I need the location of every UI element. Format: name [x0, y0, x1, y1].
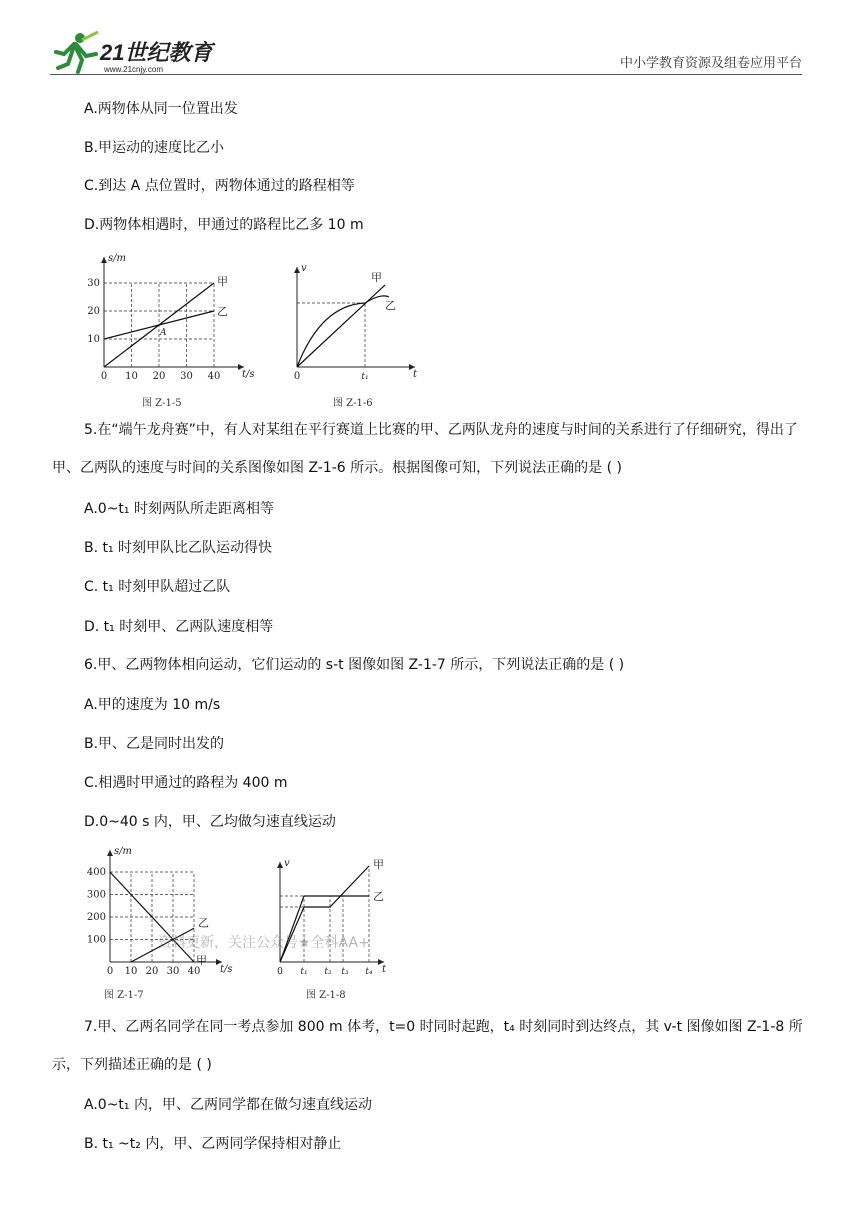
q6-option-b: B.甲、乙是同时出发的 — [84, 736, 225, 752]
z17-y-tick: 400 — [86, 867, 106, 878]
figure-z-1-5 — [84, 250, 254, 385]
z15-y-arrow — [101, 257, 107, 263]
z18-x-tick: t₄ — [365, 967, 373, 977]
q6-option-c: C.相遇时甲通过的路程为 400 m — [84, 775, 288, 791]
q5-option-d: D. t₁ 时刻甲、乙两队速度相等 — [84, 619, 274, 635]
z17-x-label: t/s — [220, 964, 233, 975]
z16-x-label: t — [413, 369, 418, 380]
q7-option-b: B. t₁ ~t₂ 内，甲、乙两同学保持相对静止 — [84, 1136, 342, 1152]
z17-y-label: s/m — [114, 846, 132, 857]
z15-x-tick: 20 — [152, 371, 166, 382]
z15-x-label: t/s — [242, 369, 255, 380]
z16-x-tick: 0 — [293, 371, 301, 382]
q6-stem: 6.甲、乙两物体相向运动，它们运动的 s-t 图像如图 Z-1-7 所示，下列说法正确的是 ( ) — [84, 657, 625, 673]
q6-option-a: A.甲的速度为 10 m/s — [84, 697, 221, 713]
z15-y-label: s/m — [108, 253, 126, 264]
q4-option-a: A.两物体从同一位置出发 — [84, 101, 238, 117]
figure-z-1-7-caption: 图 Z-1-7 — [104, 990, 144, 1001]
chart-z-1-6 — [282, 250, 427, 385]
z17-series-label-jia: 甲 — [196, 954, 207, 967]
figure-z-1-5-caption: 图 Z-1-5 — [142, 398, 182, 409]
q7-stem: 7.甲、乙两名同学在同一考点参加 800 m 体考，t=0 时同时起跑，t₄ 时刻同时到达终点，其 v-t 图像如图 Z-1-8 所示，下列描述正确的是 ( ) — [52, 1019, 803, 1073]
z15-y-tick: 30 — [87, 278, 100, 289]
header-divider — [50, 74, 802, 75]
page-header — [0, 0, 860, 80]
z16-x-tick: t₁ — [361, 372, 369, 382]
z18-x-tick: t₂ — [324, 967, 332, 977]
z18-x-tick: t₁ — [300, 967, 308, 977]
z18-x-label: t — [382, 964, 387, 975]
chart-z-1-7 — [84, 845, 234, 980]
figure-z-1-6-caption: 图 Z-1-6 — [333, 398, 373, 409]
q4-option-b: B.甲运动的速度比乙小 — [84, 140, 225, 156]
q5-option-a: A.0~t₁ 时刻两队所走距离相等 — [84, 501, 274, 517]
runner-icon — [56, 32, 98, 72]
z18-series-yi-line — [280, 896, 369, 962]
q5-option-c: C. t₁ 时刻甲队超过乙队 — [84, 579, 231, 595]
z17-y-tick: 200 — [86, 912, 106, 923]
chart-z-1-8 — [268, 845, 398, 980]
z17-x-tick: 30 — [166, 966, 180, 977]
z16-series-jia-line — [297, 285, 385, 367]
z17-x-tick: 20 — [145, 966, 159, 977]
figure-z-1-8 — [268, 845, 398, 980]
platform-name: 中小学教育资源及组卷应用平台 — [619, 56, 802, 71]
figure-z-1-8-caption: 图 Z-1-8 — [306, 990, 346, 1001]
q4-option-d: D.两物体相遇时，甲通过的路程比乙多 10 m — [84, 217, 364, 233]
z15-x-tick: 40 — [207, 371, 221, 382]
watermark: 资料更新，关注公众号★全科AA+ — [158, 935, 370, 951]
z17-y-arrow — [107, 850, 113, 856]
z16-series-yi-curve — [297, 296, 389, 367]
z18-x-tick: 0 — [277, 967, 283, 977]
z17-y-tick: 100 — [86, 934, 106, 946]
site-logo — [52, 30, 222, 76]
z15-x-tick: 10 — [125, 371, 138, 382]
z16-y-arrow — [294, 267, 300, 273]
z18-y-label: v — [284, 858, 290, 869]
z16-series-label-jia: 甲 — [371, 271, 382, 284]
z18-series-label-jia: 甲 — [373, 858, 384, 871]
q5-option-b: B. t₁ 时刻甲队比乙队运动得快 — [84, 540, 273, 556]
z16-y-label: v — [301, 263, 307, 274]
z17-series-label-yi: 乙 — [198, 916, 209, 930]
z15-point-a-label: A — [160, 328, 167, 338]
z15-series-label-yi: 乙 — [217, 305, 228, 318]
figure-z-1-6 — [282, 250, 427, 385]
svg-text:21世纪教育: 21世纪教育 — [100, 40, 213, 65]
z17-x-tick: 40 — [187, 966, 201, 977]
z16-series-label-yi: 乙 — [385, 299, 396, 312]
z15-x-tick: 30 — [180, 371, 193, 382]
z18-series-label-yi: 乙 — [373, 890, 384, 903]
z17-x-tick: 0 — [106, 966, 114, 977]
z18-y-arrow — [277, 862, 283, 868]
chart-z-1-5 — [84, 250, 254, 385]
q4-option-c: C.到达 A 点位置时，两物体通过的路程相等 — [84, 178, 355, 194]
q7-option-a: A.0~t₁ 内，甲、乙两同学都在做匀速直线运动 — [84, 1097, 372, 1113]
z17-y-tick: 300 — [86, 889, 106, 901]
z15-x-tick: 0 — [100, 371, 108, 382]
q5-stem: 5.在“端午龙舟赛”中，有人对某组在平行赛道上比赛的甲、乙两队龙舟的速度与时间的关系进行了仔细研究，得出了甲、乙两队的速度与时间的关系图像如图 Z-1-6 所示。根据图像可知，下列说法正确的是 ( ) — [52, 422, 798, 476]
z18-x-tick: t₃ — [341, 967, 349, 977]
z17-x-tick: 10 — [124, 966, 138, 977]
z15-y-tick: 10 — [87, 334, 100, 345]
z15-series-label-jia: 甲 — [217, 275, 228, 288]
figure-z-1-7 — [84, 845, 234, 980]
q6-option-d: D.0~40 s 内，甲、乙均做匀速直线运动 — [84, 814, 336, 830]
svg-text:www.21cnjy.com: www.21cnjy.com — [104, 65, 163, 74]
z15-y-tick: 20 — [87, 306, 100, 317]
